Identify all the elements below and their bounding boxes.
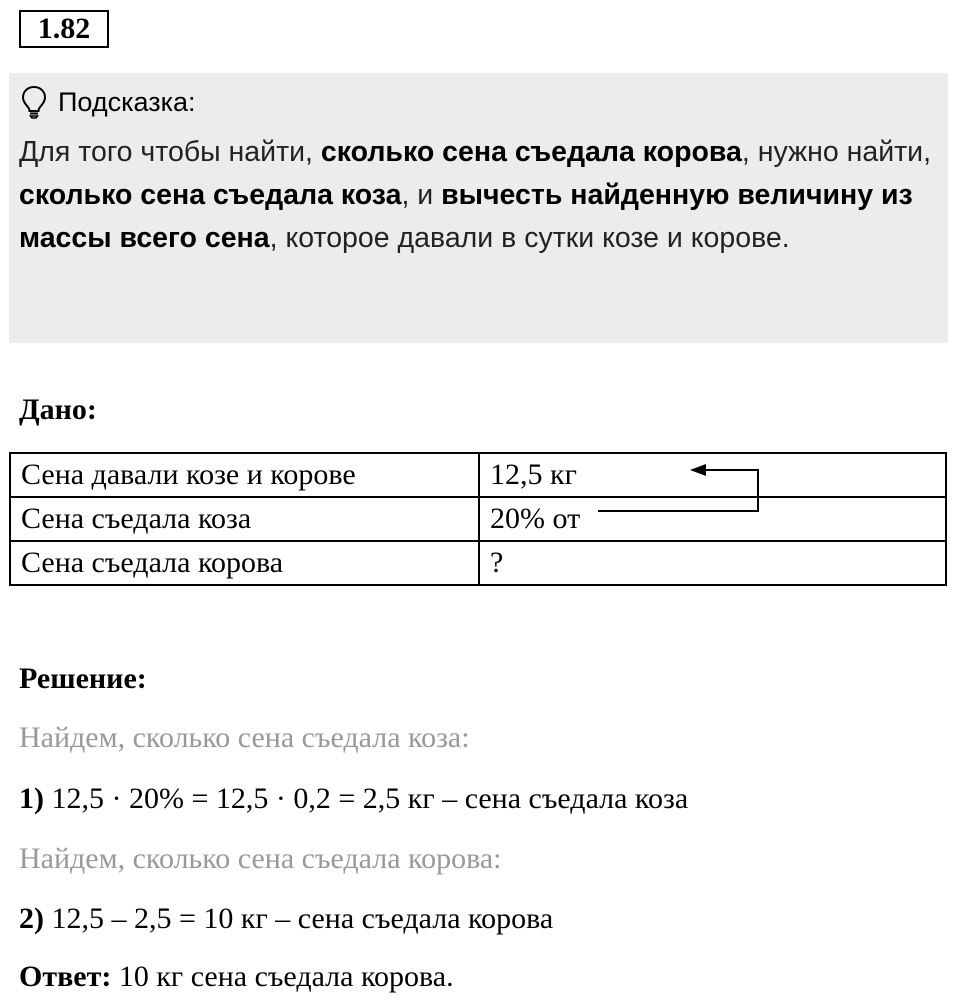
given-value-cell: 20% от (479, 497, 946, 541)
hint-title-text: Подсказка: (58, 86, 196, 117)
given-name-cell: Сена давали козе и корове (10, 453, 479, 497)
table-row (10, 497, 946, 541)
step1-intro: Найдем, сколько сена съедала коза: (19, 721, 470, 754)
step2-text: 12,5 – 2,5 = 10 кг – сена съедала корова (44, 902, 554, 935)
solution-label: Решение: (19, 662, 147, 695)
step1-number: 1) (19, 782, 44, 815)
given-value-cell: ? (479, 541, 946, 585)
step1 (19, 782, 688, 816)
given-value-cell: 12,5 кг (479, 453, 946, 497)
step2-number: 2) (19, 902, 44, 935)
table-row (10, 453, 946, 497)
table-row (10, 541, 946, 585)
given-table (9, 452, 947, 586)
given-name-cell: Сена съедала коза (10, 497, 479, 541)
hint-segment: Для того чтобы найти, (19, 136, 321, 168)
hint-title (20, 84, 196, 120)
hint-emphasis: сколько сена съедала коза (19, 179, 402, 211)
answer-text: 10 кг сена съедала корова. (111, 960, 454, 993)
lightbulb-icon (20, 85, 48, 119)
hint-segment: , и (401, 179, 442, 211)
hint-text (19, 131, 934, 260)
answer (19, 960, 454, 994)
hint-segment: , нужно найти, (741, 136, 932, 168)
given-name-cell: Сена съедала корова (10, 541, 479, 585)
task-number: 1.82 (19, 10, 109, 48)
hint-emphasis: вычесть найденную величину из массы всего сена (19, 179, 913, 254)
step1-text: 12,5 · 20% = 12,5 · 0,2 = 2,5 кг – сена съедала коза (44, 782, 689, 815)
step2 (19, 902, 553, 936)
answer-label: Ответ: (19, 960, 112, 993)
hint-segment: , которое давали в сутки козе и корове. (269, 222, 790, 254)
given-label: Дано: (19, 393, 97, 426)
step2-intro: Найдем, сколько сена съедала корова: (19, 842, 502, 875)
hint-emphasis: сколько сена съедала корова (320, 136, 742, 168)
